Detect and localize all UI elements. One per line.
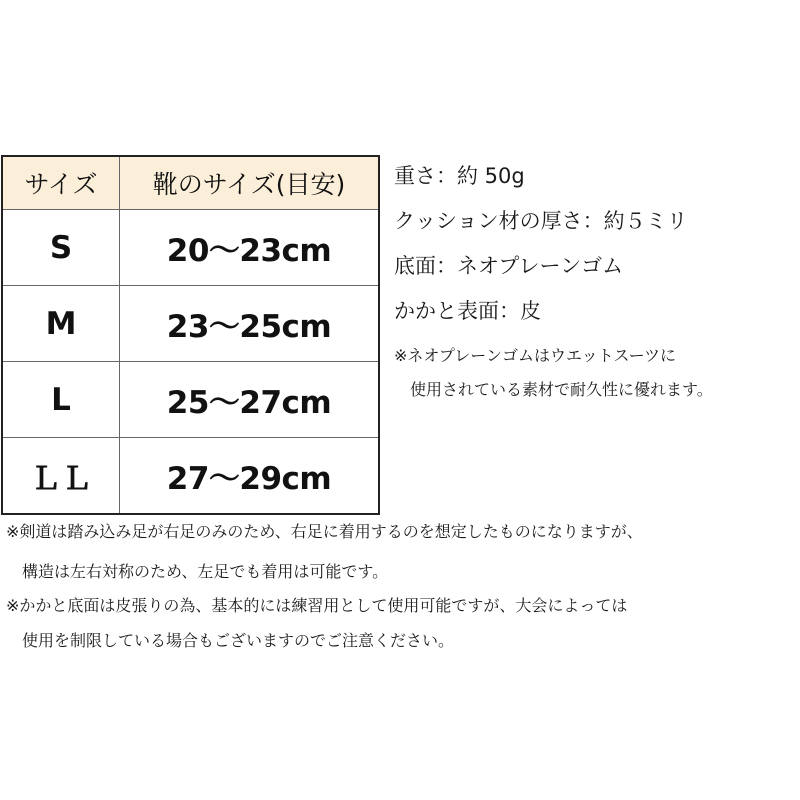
size-cell: L <box>2 362 120 438</box>
side-note-line: ※ネオプレーンゴムはウエットスーツに <box>394 346 677 365</box>
header-shoe-size: 靴のサイズ(目安) <box>120 156 380 210</box>
bottom-note-line: 構造は左右対称のため、左足でも着用は可能です。 <box>6 562 389 581</box>
size-cell: ＬＬ <box>2 438 120 515</box>
size-cell: M <box>2 286 120 362</box>
table-row <box>2 438 379 515</box>
table-row <box>2 286 379 362</box>
table-header-row <box>2 156 379 210</box>
table-row <box>2 210 379 286</box>
shoe-size-range-cell: 20〜23cm <box>120 210 380 286</box>
shoe-size-range-cell: 27〜29cm <box>120 438 380 515</box>
spec-weight: 重さ：約 50g <box>394 164 525 188</box>
table-row <box>2 362 379 438</box>
side-note-line: 使用されている素材で耐久性に優れます。 <box>394 380 713 399</box>
bottom-note-line: ※剣道は踏み込み足が右足のみのため、右足に着用するのを想定したものになりますが、 <box>6 522 643 541</box>
shoe-size-range-cell: 25〜27cm <box>120 362 380 438</box>
spec-cushion-thickness: クッション材の厚さ：約５ミリ <box>394 209 688 233</box>
bottom-note-line: 使用を制限している場合もございますのでご注意ください。 <box>6 631 455 650</box>
size-table <box>1 155 380 515</box>
size-cell: S <box>2 210 120 286</box>
header-size: サイズ <box>2 156 120 210</box>
shoe-size-range-cell: 23〜25cm <box>120 286 380 362</box>
spec-heel-surface: かかと表面：皮 <box>394 299 541 323</box>
spec-sole: 底面：ネオプレーンゴム <box>394 254 624 278</box>
bottom-note-line: ※かかと底面は皮張りの為、基本的には練習用として使用可能ですが、大会によっては <box>6 596 628 615</box>
